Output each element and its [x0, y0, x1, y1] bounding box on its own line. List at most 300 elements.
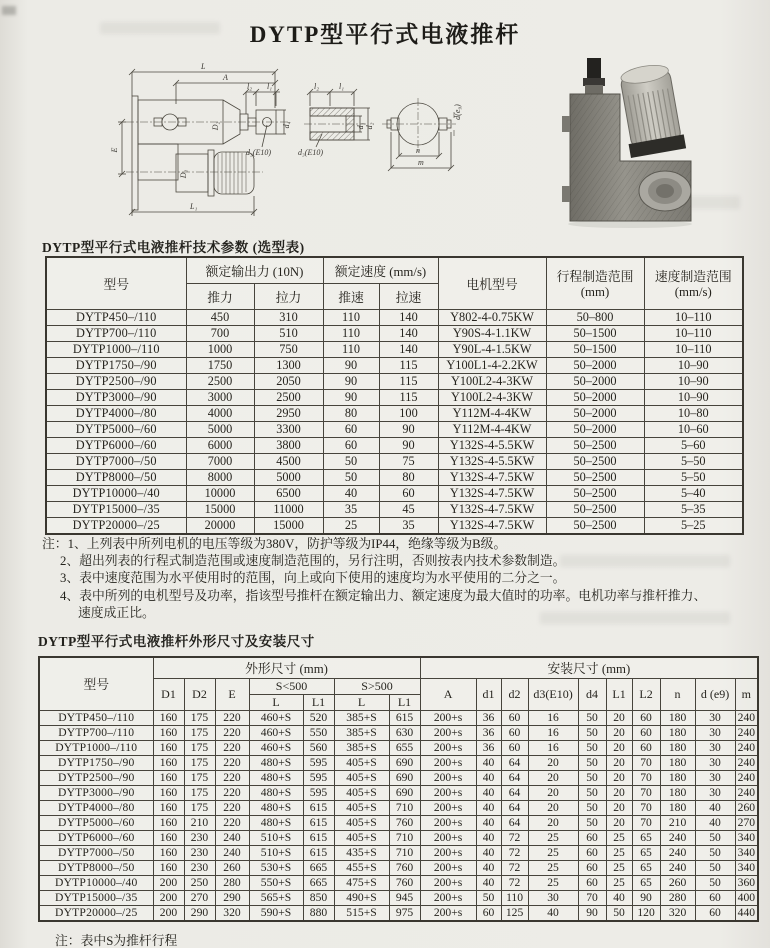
value-cell: 65: [632, 830, 660, 845]
value-cell: 25: [606, 860, 632, 875]
value-cell: 160: [153, 815, 184, 830]
value-cell: 360: [735, 875, 758, 890]
value-cell: 175: [184, 725, 215, 740]
value-cell: 60: [632, 740, 660, 755]
svg-text:d₃(E10): d₃(E10): [246, 148, 271, 157]
value-cell: Y100L1-4-2.2KW: [438, 357, 546, 373]
value-cell: 5–40: [644, 485, 743, 501]
t2-col-D2: D2: [184, 678, 215, 710]
t1-col-motor: 电机型号: [438, 257, 546, 309]
value-cell: 220: [215, 725, 249, 740]
table-row: [39, 860, 758, 875]
value-cell: 240: [215, 845, 249, 860]
model-cell: DYTP1000–/110: [46, 341, 186, 357]
detail-section-view: [304, 89, 370, 147]
svg-text:d₂: d₂: [365, 122, 374, 130]
value-cell: 200: [153, 905, 184, 921]
value-cell: 510+S: [249, 830, 303, 845]
value-cell: 65: [632, 860, 660, 875]
value-cell: 36: [476, 740, 501, 755]
value-cell: 25: [606, 845, 632, 860]
value-cell: 530+S: [249, 860, 303, 875]
value-cell: 64: [501, 800, 528, 815]
table-row: [39, 785, 758, 800]
value-cell: 760: [389, 815, 420, 830]
value-cell: 240: [660, 860, 695, 875]
model-cell: DYTP2500–/90: [39, 770, 153, 785]
value-cell: 290: [215, 890, 249, 905]
main-view: [118, 69, 290, 216]
value-cell: 405+S: [334, 800, 389, 815]
table-row: [46, 469, 743, 485]
value-cell: 10–90: [644, 389, 743, 405]
value-cell: 72: [501, 860, 528, 875]
value-cell: 310: [254, 309, 323, 325]
value-cell: 115: [379, 389, 438, 405]
value-cell: 60: [501, 710, 528, 725]
value-cell: 230: [184, 860, 215, 875]
value-cell: 10–110: [644, 325, 743, 341]
t2-col-m: m: [735, 678, 758, 710]
value-cell: 200+s: [420, 860, 476, 875]
table-row: [46, 485, 743, 501]
model-cell: DYTP1750–/90: [39, 755, 153, 770]
value-cell: 595: [303, 770, 334, 785]
value-cell: Y132S-4-7.5KW: [438, 469, 546, 485]
value-cell: 200: [153, 890, 184, 905]
model-cell: DYTP20000–/25: [46, 517, 186, 534]
value-cell: Y90L-4-1.5KW: [438, 341, 546, 357]
model-cell: DYTP8000–/50: [39, 860, 153, 875]
value-cell: 20: [606, 785, 632, 800]
svg-text:d₄: d₄: [282, 121, 291, 129]
value-cell: 320: [660, 905, 695, 921]
t2-col-L-lt: L: [249, 694, 303, 710]
value-cell: 180: [660, 800, 695, 815]
value-cell: 3300: [254, 421, 323, 437]
value-cell: 200+s: [420, 740, 476, 755]
value-cell: 220: [215, 815, 249, 830]
value-cell: 1300: [254, 357, 323, 373]
value-cell: 615: [303, 845, 334, 860]
value-cell: 25: [606, 830, 632, 845]
model-cell: DYTP4000–/80: [39, 800, 153, 815]
value-cell: 5000: [254, 469, 323, 485]
value-cell: 80: [379, 469, 438, 485]
value-cell: 10–90: [644, 357, 743, 373]
value-cell: 200+s: [420, 755, 476, 770]
value-cell: 230: [184, 845, 215, 860]
value-cell: 16: [528, 710, 578, 725]
value-cell: 90: [323, 357, 379, 373]
product-photo: [545, 56, 725, 230]
value-cell: 880: [303, 905, 334, 921]
value-cell: 385+S: [334, 725, 389, 740]
value-cell: 200+s: [420, 905, 476, 921]
table-row: [46, 405, 743, 421]
table-row: [39, 875, 758, 890]
value-cell: 40: [695, 800, 735, 815]
value-cell: 405+S: [334, 785, 389, 800]
value-cell: 480+S: [249, 815, 303, 830]
value-cell: 125: [501, 905, 528, 921]
table1-title: DYTP型平行式电液推杆技术参数 (选型表): [42, 240, 305, 255]
value-cell: 10000: [186, 485, 254, 501]
value-cell: 50–2000: [546, 389, 644, 405]
note-line: 3、表中速度范围为水平使用时的范围，向上或向下使用的速度均为水平使用的二分之一。: [60, 571, 566, 586]
value-cell: 36: [476, 710, 501, 725]
value-cell: 760: [389, 860, 420, 875]
value-cell: 210: [184, 815, 215, 830]
model-cell: DYTP700–/110: [46, 325, 186, 341]
value-cell: 50: [323, 469, 379, 485]
value-cell: 50: [578, 710, 606, 725]
svg-text:m: m: [418, 158, 424, 167]
t1-group-rated-force: 额定输出力 (10N): [186, 257, 323, 283]
value-cell: 50: [578, 815, 606, 830]
value-cell: 665: [303, 875, 334, 890]
value-cell: 220: [215, 770, 249, 785]
value-cell: 140: [379, 341, 438, 357]
value-cell: 220: [215, 785, 249, 800]
value-cell: Y90S-4-1.1KW: [438, 325, 546, 341]
value-cell: 405+S: [334, 830, 389, 845]
t2-group-install: 安装尺寸 (mm): [420, 657, 758, 678]
value-cell: 480+S: [249, 755, 303, 770]
value-cell: 90: [323, 389, 379, 405]
value-cell: 595: [303, 755, 334, 770]
value-cell: 20: [606, 725, 632, 740]
value-cell: 36: [476, 725, 501, 740]
ink-smudge: [2, 6, 16, 15]
table-row: [46, 517, 743, 534]
value-cell: 70: [632, 815, 660, 830]
value-cell: 60: [323, 421, 379, 437]
value-cell: 850: [303, 890, 334, 905]
value-cell: 60: [695, 905, 735, 921]
t1-col-stroke-range: [546, 257, 644, 309]
value-cell: 3000: [186, 389, 254, 405]
svg-text:L₁: L₁: [190, 202, 198, 211]
value-cell: 270: [735, 815, 758, 830]
value-cell: 340: [735, 845, 758, 860]
svg-text:l₁: l₁: [339, 82, 345, 91]
value-cell: 40: [528, 905, 578, 921]
value-cell: 60: [501, 725, 528, 740]
svg-text:d(e₉): d(e₉): [453, 104, 462, 120]
t1-col-pull-force: 拉力: [254, 283, 323, 309]
table-row: [46, 501, 743, 517]
value-cell: 70: [632, 770, 660, 785]
svg-text:D₂: D₂: [211, 121, 220, 131]
value-cell: Y802-4-0.75KW: [438, 309, 546, 325]
value-cell: 160: [153, 740, 184, 755]
value-cell: 20: [606, 710, 632, 725]
model-cell: DYTP15000–/35: [46, 501, 186, 517]
value-cell: 180: [660, 785, 695, 800]
value-cell: 220: [215, 800, 249, 815]
value-cell: 10–110: [644, 309, 743, 325]
value-cell: 64: [501, 770, 528, 785]
value-cell: 50–800: [546, 309, 644, 325]
value-cell: 25: [528, 845, 578, 860]
t2-col-L1: L1: [606, 678, 632, 710]
value-cell: 340: [735, 860, 758, 875]
value-cell: 25: [528, 860, 578, 875]
value-cell: 2500: [254, 389, 323, 405]
value-cell: 405+S: [334, 770, 389, 785]
value-cell: 40: [476, 755, 501, 770]
value-cell: 110: [501, 890, 528, 905]
value-cell: 10–90: [644, 373, 743, 389]
value-cell: 385+S: [334, 740, 389, 755]
value-cell: 20: [606, 815, 632, 830]
table-row: [46, 389, 743, 405]
value-cell: 60: [476, 905, 501, 921]
value-cell: 1000: [186, 341, 254, 357]
svg-text:d₃(E10): d₃(E10): [298, 148, 323, 157]
value-cell: 20: [606, 800, 632, 815]
value-cell: 180: [660, 710, 695, 725]
t1-col-push-speed: 推速: [323, 283, 379, 309]
value-cell: 260: [660, 875, 695, 890]
value-cell: 64: [501, 815, 528, 830]
value-cell: 2950: [254, 405, 323, 421]
value-cell: 50: [695, 875, 735, 890]
value-cell: 35: [379, 517, 438, 534]
value-cell: Y132S-4-7.5KW: [438, 501, 546, 517]
value-cell: 7000: [186, 453, 254, 469]
table-row: [46, 421, 743, 437]
value-cell: 75: [379, 453, 438, 469]
value-cell: 50–2000: [546, 421, 644, 437]
value-cell: 50–2500: [546, 437, 644, 453]
value-cell: 50–2500: [546, 501, 644, 517]
value-cell: 8000: [186, 469, 254, 485]
value-cell: 480+S: [249, 785, 303, 800]
model-cell: DYTP1750–/90: [46, 357, 186, 373]
model-cell: DYTP1000–/110: [39, 740, 153, 755]
table-row: [46, 437, 743, 453]
value-cell: Y112M-4-4KW: [438, 405, 546, 421]
drawing-labels: [110, 62, 462, 211]
table-row: [39, 815, 758, 830]
value-cell: 510+S: [249, 845, 303, 860]
value-cell: 140: [379, 325, 438, 341]
value-cell: 40: [476, 860, 501, 875]
svg-text:L: L: [201, 62, 206, 71]
value-cell: 220: [215, 755, 249, 770]
value-cell: 15000: [186, 501, 254, 517]
value-cell: 5–50: [644, 469, 743, 485]
value-cell: 595: [303, 785, 334, 800]
model-cell: DYTP6000–/60: [46, 437, 186, 453]
value-cell: 50–2500: [546, 485, 644, 501]
value-cell: 615: [389, 710, 420, 725]
table-row: [46, 341, 743, 357]
value-cell: 10–80: [644, 405, 743, 421]
value-cell: 2050: [254, 373, 323, 389]
value-cell: 655: [389, 740, 420, 755]
value-cell: 160: [153, 830, 184, 845]
value-cell: 50–2000: [546, 405, 644, 421]
value-cell: 200+s: [420, 845, 476, 860]
table-row: [39, 830, 758, 845]
value-cell: Y112M-4-4KW: [438, 421, 546, 437]
t2-group-s-gt-500: S>500: [334, 678, 420, 694]
value-cell: 175: [184, 785, 215, 800]
value-cell: 50–2500: [546, 469, 644, 485]
value-cell: 25: [528, 830, 578, 845]
svg-text:A: A: [223, 73, 228, 82]
table-row: [46, 325, 743, 341]
value-cell: 70: [632, 755, 660, 770]
value-cell: 240: [735, 725, 758, 740]
value-cell: 565+S: [249, 890, 303, 905]
value-cell: 50: [695, 860, 735, 875]
value-cell: 450: [186, 309, 254, 325]
value-cell: 240: [735, 710, 758, 725]
model-cell: DYTP10000–/40: [39, 875, 153, 890]
value-cell: 115: [379, 357, 438, 373]
table-row: [39, 845, 758, 860]
table-row: [46, 373, 743, 389]
value-cell: 460+S: [249, 725, 303, 740]
value-cell: 590+S: [249, 905, 303, 921]
model-cell: DYTP7000–/50: [39, 845, 153, 860]
t2-group-s-lt-500: S<500: [249, 678, 334, 694]
value-cell: 60: [379, 485, 438, 501]
value-cell: 16: [528, 725, 578, 740]
value-cell: 20: [528, 770, 578, 785]
value-cell: 90: [632, 890, 660, 905]
dimension-drawing: [58, 52, 543, 237]
value-cell: 760: [389, 875, 420, 890]
value-cell: 20: [528, 815, 578, 830]
value-cell: 690: [389, 770, 420, 785]
model-cell: DYTP2500–/90: [46, 373, 186, 389]
value-cell: 515+S: [334, 905, 389, 921]
value-cell: 160: [153, 710, 184, 725]
value-cell: 160: [153, 800, 184, 815]
value-cell: 90: [578, 905, 606, 921]
value-cell: 405+S: [334, 815, 389, 830]
value-cell: 25: [323, 517, 379, 534]
value-cell: 30: [528, 890, 578, 905]
value-cell: 20: [606, 740, 632, 755]
model-cell: DYTP7000–/50: [46, 453, 186, 469]
value-cell: 40: [476, 875, 501, 890]
value-cell: 480+S: [249, 800, 303, 815]
value-cell: 750: [254, 341, 323, 357]
note-line: 4、表中所列的电机型号及功率，指该型号推杆在额定输出力、额定速度为最大值时的功率。电机功率与推杆推力、: [60, 588, 707, 603]
value-cell: 30: [695, 710, 735, 725]
value-cell: 630: [389, 725, 420, 740]
value-cell: Y132S-4-7.5KW: [438, 517, 546, 534]
value-cell: 200+s: [420, 725, 476, 740]
value-cell: 64: [501, 755, 528, 770]
value-cell: 40: [476, 770, 501, 785]
value-cell: 25: [528, 875, 578, 890]
value-cell: 480+S: [249, 770, 303, 785]
page-title: DYTP型平行式电液推杆: [249, 22, 521, 47]
value-cell: 2500: [186, 373, 254, 389]
value-cell: Y100L2-4-3KW: [438, 389, 546, 405]
t2-group-outline: 外形尺寸 (mm): [153, 657, 420, 678]
value-cell: 50: [578, 725, 606, 740]
table-row: [39, 740, 758, 755]
value-cell: 50: [695, 830, 735, 845]
value-cell: 200+s: [420, 800, 476, 815]
value-cell: 690: [389, 785, 420, 800]
value-cell: 16: [528, 740, 578, 755]
t2-col-d1: d1: [476, 678, 501, 710]
value-cell: 200+s: [420, 815, 476, 830]
value-cell: Y132S-4-7.5KW: [438, 485, 546, 501]
value-cell: 60: [501, 740, 528, 755]
value-cell: Y100L2-4-3KW: [438, 373, 546, 389]
value-cell: 30: [695, 770, 735, 785]
t1-col-speed-range: [644, 257, 743, 309]
value-cell: 615: [303, 815, 334, 830]
value-cell: 220: [215, 740, 249, 755]
table-row: [39, 905, 758, 921]
value-cell: Y132S-4-5.5KW: [438, 453, 546, 469]
value-cell: 50–2000: [546, 373, 644, 389]
value-cell: 160: [153, 860, 184, 875]
t2-col-d-e9: d (e9): [695, 678, 735, 710]
value-cell: 40: [323, 485, 379, 501]
value-cell: 175: [184, 770, 215, 785]
value-cell: 10–60: [644, 421, 743, 437]
value-cell: 50–1500: [546, 341, 644, 357]
value-cell: 550+S: [249, 875, 303, 890]
value-cell: 5000: [186, 421, 254, 437]
table-row: [39, 725, 758, 740]
value-cell: 475+S: [334, 875, 389, 890]
value-cell: 175: [184, 710, 215, 725]
value-cell: 710: [389, 845, 420, 860]
value-cell: 40: [695, 815, 735, 830]
value-cell: 230: [184, 830, 215, 845]
value-cell: 200+s: [420, 830, 476, 845]
value-cell: 180: [660, 740, 695, 755]
value-cell: 70: [632, 785, 660, 800]
value-cell: 60: [632, 710, 660, 725]
value-cell: 615: [303, 830, 334, 845]
value-cell: 20000: [186, 517, 254, 534]
value-cell: 240: [735, 755, 758, 770]
value-cell: 200+s: [420, 875, 476, 890]
value-cell: 110: [323, 341, 379, 357]
value-cell: 180: [660, 770, 695, 785]
model-cell: DYTP3000–/90: [46, 389, 186, 405]
value-cell: 520: [303, 710, 334, 725]
value-cell: 175: [184, 740, 215, 755]
value-cell: 260: [735, 800, 758, 815]
value-cell: 50: [578, 800, 606, 815]
table-row: [46, 357, 743, 373]
t2-col-L1-gt: L1: [389, 694, 420, 710]
value-cell: 40: [606, 890, 632, 905]
value-cell: 700: [186, 325, 254, 341]
value-cell: 5–35: [644, 501, 743, 517]
value-cell: 110: [323, 309, 379, 325]
value-cell: 60: [695, 890, 735, 905]
value-cell: 160: [153, 785, 184, 800]
value-cell: 30: [695, 740, 735, 755]
t2-col-L-gt: L: [334, 694, 389, 710]
